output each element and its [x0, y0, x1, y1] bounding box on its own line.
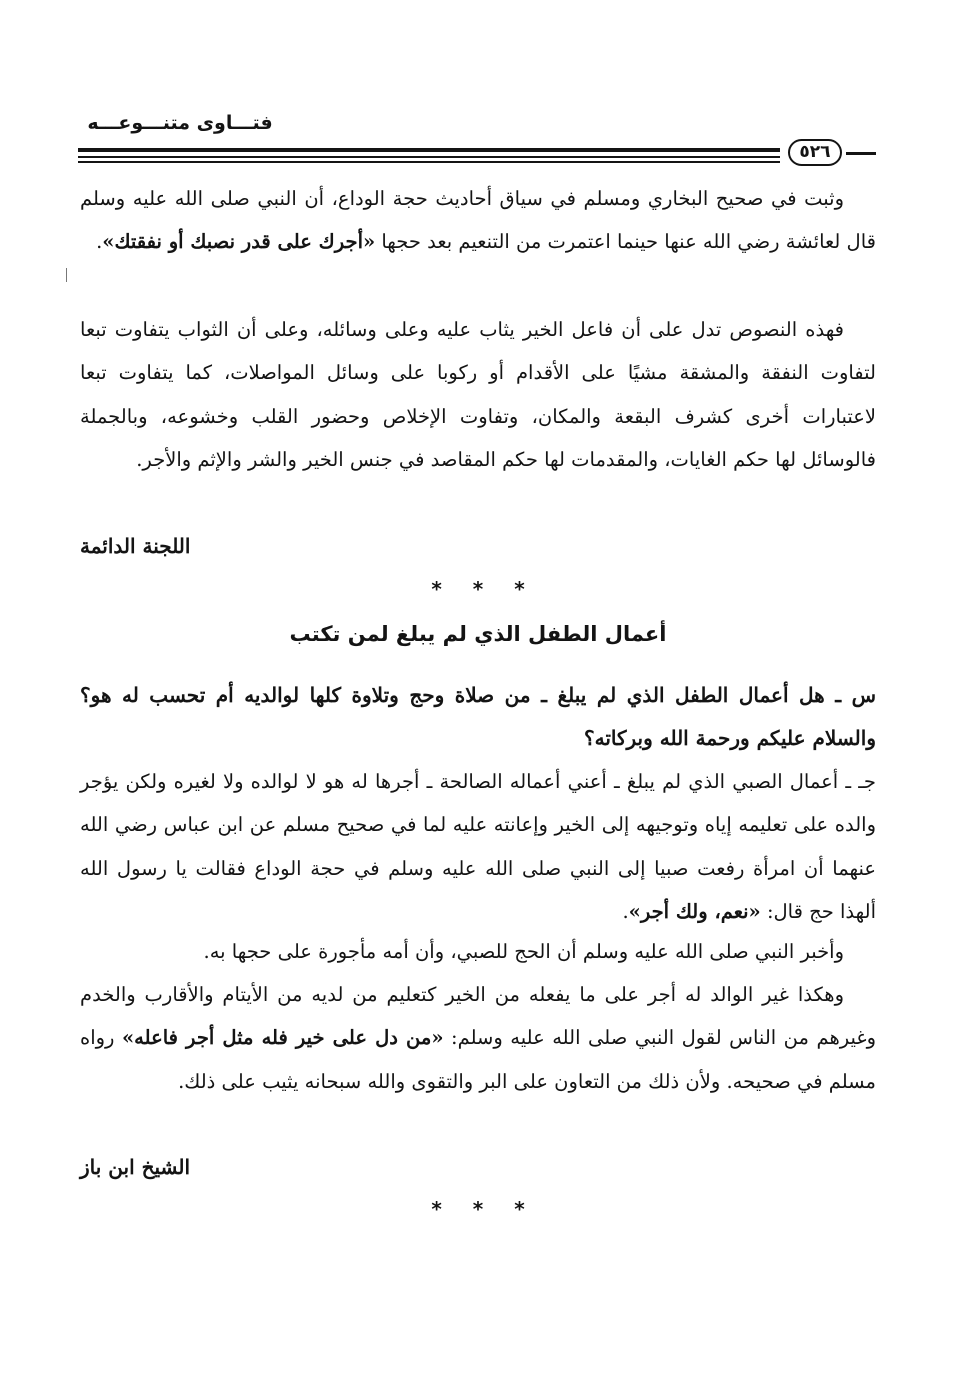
header-rule	[78, 156, 780, 158]
fatwa-heading: أعمال الطفل الذي لم يبلغ لمن تكتب	[289, 622, 667, 646]
paragraph-rulings	[80, 308, 876, 481]
running-title: فتـــاوى متنـــوعـــه	[87, 112, 273, 134]
hadith-quote: «نعم، ولك أجر»	[628, 899, 761, 923]
header-rule	[78, 161, 780, 163]
hadith-quote: «من دل على خير فله مثل أجر فاعله»	[121, 1026, 444, 1050]
header-rule	[846, 152, 876, 155]
paragraph-mother	[80, 930, 876, 973]
question: س ـ هل أعمال الطفل الذي لم يبلغ ـ من صلاة وحج وتلاوة كلها لوالديه أم تحسب له هو؟ والسلام عليكم ورحمة الله وبركاته؟	[80, 683, 876, 751]
signature-ibn-baz: الشيخ ابن باز	[80, 1155, 191, 1179]
section-separator: * * *	[431, 577, 525, 601]
answer	[80, 760, 876, 933]
paragraph-text-part: وثبت في صحيح البخاري ومسلم في سياق أحاديث حجة الوداع، أن النبي صلى الله عليه وسلم قال لعائشة رضي الله عنها حينما اعتمرت من التنعيم بعد حجها	[80, 187, 876, 254]
punctuation: .	[622, 899, 629, 923]
paragraph-other-guardians	[80, 973, 876, 1103]
paragraph-hadith	[80, 177, 876, 264]
page-number: ٥٢٦	[788, 139, 842, 166]
section-separator: * * *	[431, 1197, 525, 1221]
paragraph-text-part: وهكذا غير الوالد له أجر على ما يفعله من الخير كتعليم من لديه من الأيتام والأقارب والخدم وغيرهم من الناس لقول النبي صلى الله عليه وسلم:	[80, 983, 876, 1050]
header-rule	[78, 148, 780, 152]
hadith-quote: «أجرك على قدر نصبك أو نفقتك»	[102, 230, 376, 254]
signature-committee: اللجنة الدائمة	[80, 534, 191, 558]
paragraph-text	[80, 973, 876, 1103]
punctuation: .	[96, 230, 103, 254]
margin-mark	[66, 268, 67, 282]
paragraph-text: وأخبر النبي صلى الله عليه وسلم أن الحج للصبي، وأن أمه مأجورة على حجها به.	[203, 940, 844, 963]
answer-text: جـ ـ أعمال الصبي الذي لم يبلغ ـ أعني أعماله الصالحة ـ أجرها له هو لا لوالده ولا لغيره ولكن يؤجر والده على تعليمه إياه وتوجيهه إلى الخير وإعانته عليه لما في صحيح مسلم عن ابن عباس رضي الله عنهما أن امرأة رفعت صبيا إلى النبي صلى الله عليه وسلم في حجة الوداع فقالت يا رسول الله ألهذا حج قال:	[80, 770, 876, 923]
paragraph-text-part: رواه مسلم في صحيحه. ولأن ذلك من التعاون على البر والتقوى والله سبحانه يثيب على ذلك.	[80, 1026, 876, 1093]
paragraph-text: فهذه النصوص تدل على أن فاعل الخير يثاب عليه وعلى وسائله، وعلى أن الثواب يتفاوت تبعا لتفاوت النفقة والمشقة مشيًا على الأقدام أو ركوبا على وسائل المواصلات، كما يتفاوت تبعا لاعتبارات أخرى كشرف البقعة والمكان، وتفاوت الإخلاص وحضور القلب وخشوعه، وبالجملة فالوسائل لها حكم الغايات، والمقدمات لها حكم المقاصد في جنس الخير والشر والإثم والأجر.	[80, 318, 876, 471]
paragraph-text	[80, 177, 876, 264]
